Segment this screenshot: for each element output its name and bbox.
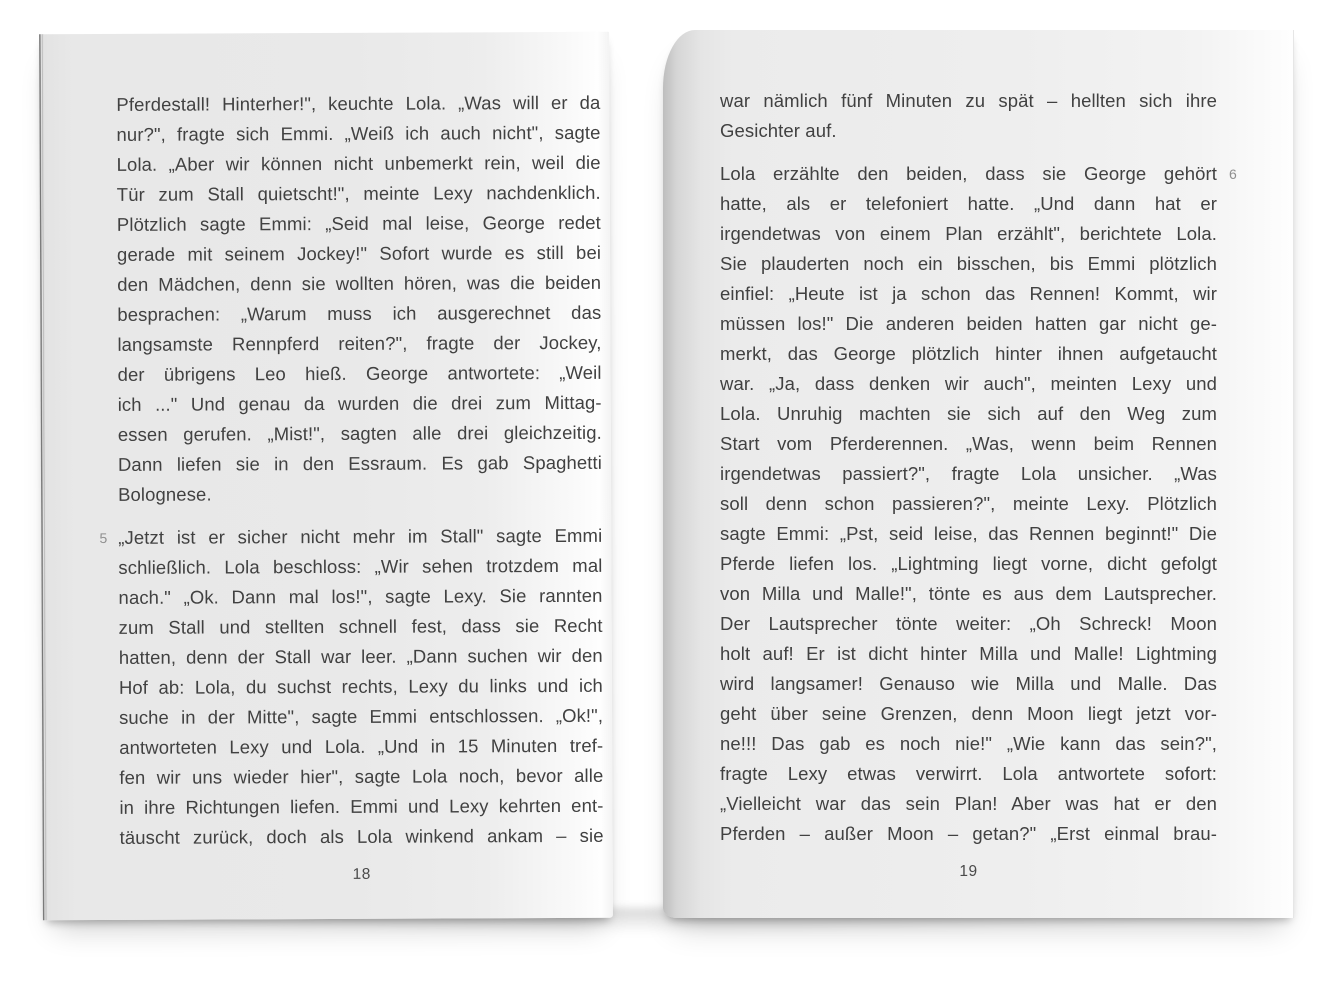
text-line: den Mädchen, denn sie wollten hören, was die beiden [117,271,602,295]
text-line: der übrigens Leo hieß. George antwortete: „Weil [117,361,602,385]
paragraph [720,159,1217,849]
text-line: sagte Emmi: „Pst, seid leise, das Rennen beginnt!" Die [720,523,1217,544]
text-line: Der Lautsprecher tönte weiter: „Oh Schreck! Moon [720,613,1217,634]
paragraph [720,86,1217,146]
text-line: besprachen: „Warum muss ich ausgerechnet das [117,301,602,325]
text-line: Tür zum Stall quietscht!", meinte Lexy nachdenklich. [116,181,601,205]
text-line: Lola. „Aber wir können nicht unbemerkt rein, weil die [116,151,601,175]
text-line: von Milla und Malle!", tönte es aus dem Lautsprecher. [720,583,1217,604]
left-page-text [116,88,603,853]
page-number: 19 [959,863,978,880]
text-line: Hof ab: Lola, du suchst rechts, Lexy du links und ich [118,674,603,698]
text-line: suche in der Mitte", sagte Emmi entschlossen. „Ok!", [119,704,604,728]
text-line: soll denn schon passieren?", meinte Lexy. Plötzlich [720,493,1217,514]
text-line: Plötzlich sagte Emmi: „Seid mal leise, George redet [116,211,601,235]
chapter-margin-marker: 6 [1229,166,1237,182]
text-line: Lola erzählte den beiden, dass sie George gehört [720,163,1217,184]
text-line: „Vielleicht war das sein Plan! Aber was hat er den [720,793,1217,814]
text-line: Pferden – außer Moon – getan?" „Erst einmal brau- [720,823,1217,844]
text-line: nach." „Ok. Dann mal los!", sagte Lexy. Sie rannten [118,584,603,608]
text-line: irgendetwas von einem Plan erzählt", berichtete Lola. [720,223,1217,244]
text-line: täuscht zurück, doch als Lola winkend ankam – sie [119,824,604,848]
text-line: war. „Ja, dass denken wir auch", meinten Lexy und [720,373,1217,394]
chapter-margin-marker: 5 [99,529,108,546]
text-line: ne!!! Das gab es noch nie!" „Wie kann das sein?", [720,733,1217,754]
text-line: schließlich. Lola beschloss: „Wir sehen trotzdem mal [118,554,603,578]
text-line: Sie plauderten noch ein bisschen, bis Emmi plötzlich [720,253,1217,274]
paragraph [118,521,603,853]
text-line: hatte, als er telefoniert hatte. „Und dann hat er [720,193,1217,214]
text-line: antworteten Lexy und Lola. „Und in 15 Minuten tref- [119,734,604,758]
text-line: Gesichter auf. [720,120,837,141]
text-line: wird langsamer! Genauso wie Milla und Malle. Das [720,673,1217,694]
right-page [663,30,1294,918]
text-line: Bolognese. [118,483,212,505]
text-line: fen wir uns wieder hier", sagte Lola noch, bevor alle [119,764,604,788]
text-line: Start vom Pferderennen. „Was, wenn beim Rennen [720,433,1217,454]
text-line: nur?", fragte sich Emmi. „Weiß ich auch nicht", sagte [116,121,601,145]
text-line: in ihre Richtungen liefen. Emmi und Lexy kehrten ent- [119,794,604,818]
text-line: zum Stall und stellten schnell fest, dass sie Recht [118,614,603,638]
text-line: geht über seine Grenzen, denn Moon liegt jetzt vor- [720,703,1217,724]
text-line: langsamste Rennpferd reiten?", fragte der Jockey, [117,331,602,355]
left-page [39,32,613,920]
text-line: müssen los!" Die anderen beiden hatten gar nicht ge- [720,313,1217,334]
text-line: gerade mit seinem Jockey!" Sofort wurde es still bei [116,241,602,265]
text-line: irgendetwas passiert?", fragte Lola unsicher. „Was [720,463,1217,484]
text-line: „Jetzt ist er sicher nicht mehr im Stall" sagte Emmi [118,524,603,548]
text-line: holt auf! Er ist dicht hinter Milla und Malle! Lightming [720,643,1217,664]
text-line: einfiel: „Heute ist ja schon das Rennen! Kommt, wir [720,283,1217,304]
page-number: 18 [352,865,371,883]
text-line: war nämlich fünf Minuten zu spät – hellten sich ihre [720,90,1217,111]
text-line: ich ..." Und genau da wurden die drei zum Mittag- [117,391,602,415]
text-line: hatten, denn der Stall war leer. „Dann suchen wir den [118,644,603,668]
text-line: fragte Lexy etwas verwirrt. Lola antwortete sofort: [720,763,1217,784]
text-line: Lola. Unruhig machten sie sich auf den Weg zum [720,403,1217,424]
text-line: merkt, das George plötzlich hinter ihnen aufgetaucht [720,343,1217,364]
text-line: essen gerufen. „Mist!", sagten alle drei gleichzeitig. [117,421,602,445]
text-line: Pferde liefen los. „Lightming liegt vorne, dicht gefolgt [720,553,1217,574]
right-page-text [720,86,1217,849]
paragraph [116,88,602,510]
text-line: Dann liefen sie in den Essraum. Es gab Spaghetti [117,451,602,475]
text-line: Pferdestall! Hinterher!", keuchte Lola. „Was will er da [116,91,601,115]
